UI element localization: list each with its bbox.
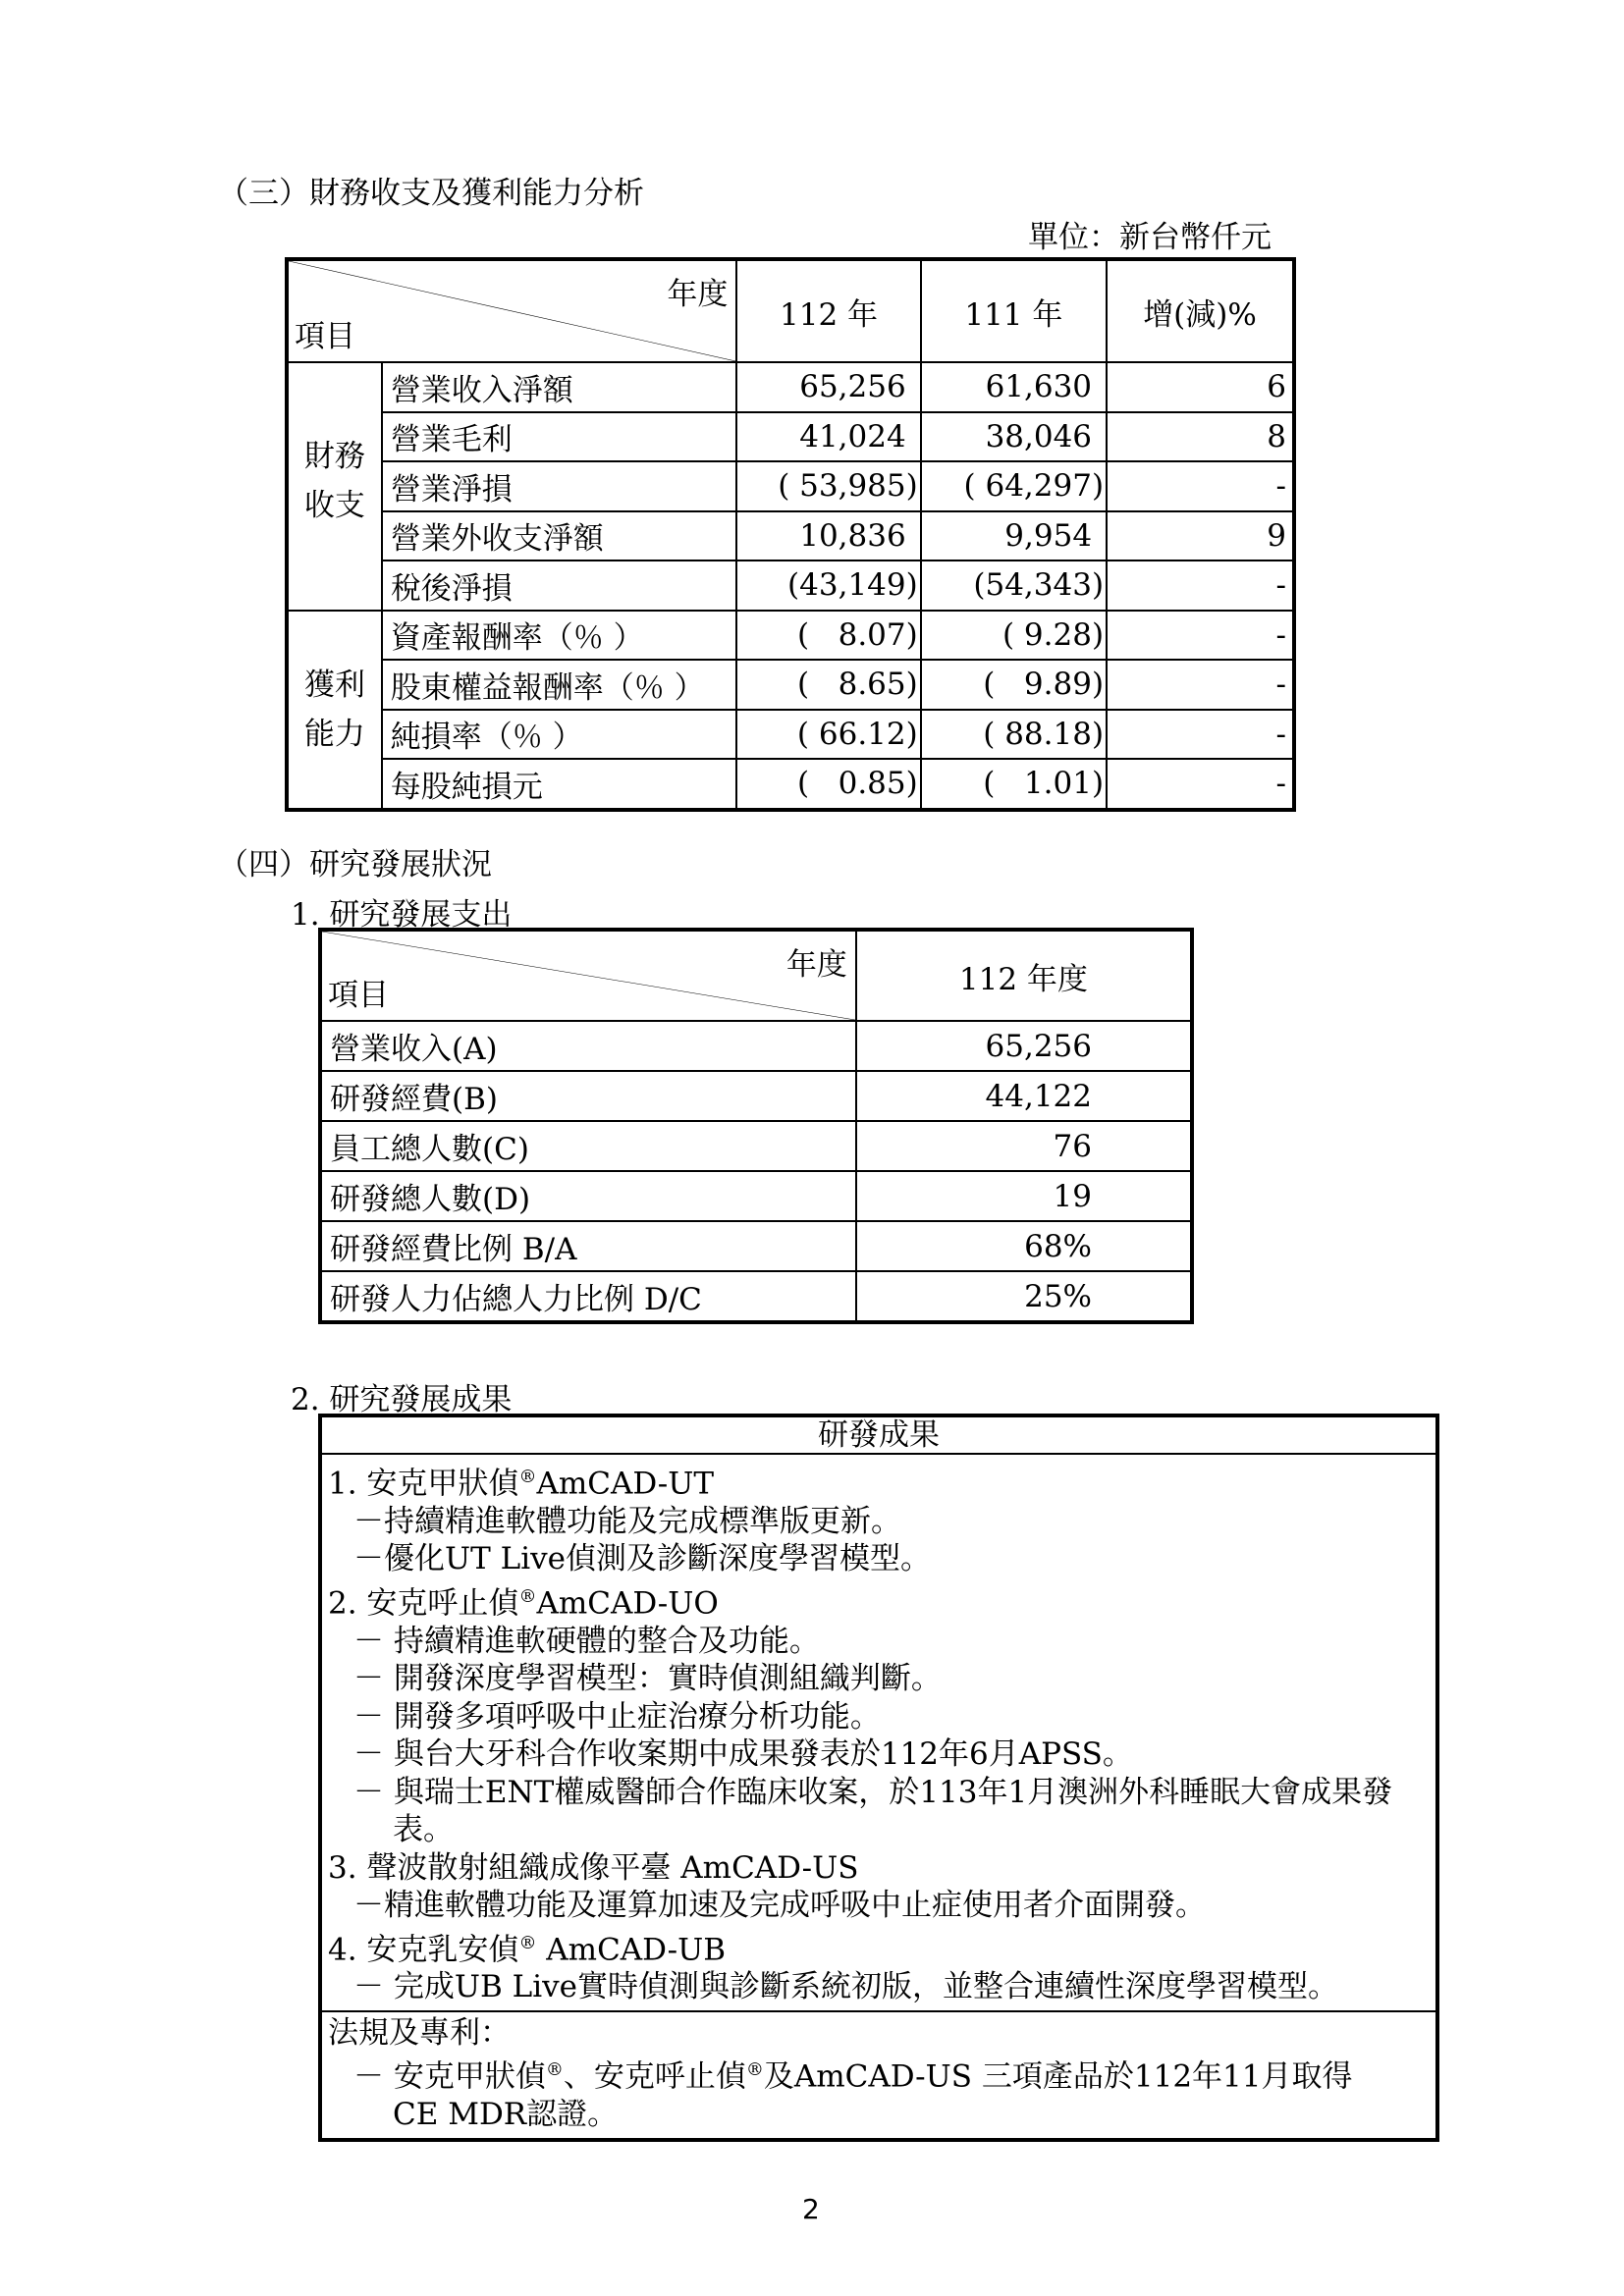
row-value-112: (43,149) [736,561,920,611]
row-change: - [1107,561,1294,611]
group-label-profitability: 獲利 能力 [287,611,382,810]
row-value-112: ( 53,985) [736,461,920,511]
row-value-111: ( 1.01) [921,759,1107,810]
col-header-111: 111 年 [921,259,1107,362]
row-item: 營業收入淨額 [382,362,737,412]
row-value: 19 [856,1171,1192,1221]
rd-results-title: 2. 研究發展成果 [291,1382,513,1417]
table-row [287,362,1294,412]
row-change: - [1107,660,1294,710]
row-value-111: 9,954 [921,511,1107,561]
table-row [287,660,1294,710]
col-header-change: 增(減)% [1107,259,1294,362]
list-item-continuation: 表。 [393,1812,454,1848]
rd-expense-table [318,928,1194,1324]
list-item: － 持續精進軟硬體的整合及功能。 [353,1623,820,1659]
product-title: 3. 聲波散射組織成像平臺 AmCAD-US [328,1849,859,1886]
rd-results-header: 研發成果 [320,1415,1437,1454]
col-header-112: 112 年 [736,259,920,362]
list-item: － 完成UB Live實時偵測與診斷系統初版，並整合連續性深度學習模型。 [353,1969,1338,2005]
product-title: 1. 安克甲狀偵®AmCAD-UT [328,1466,715,1502]
row-value-112: 41,024 [736,412,920,462]
row-item: 營業外收支淨額 [382,511,737,561]
row-item: 研發人力佔總人力比例 D/C [320,1271,856,1322]
rd-results-table [318,1414,1439,2142]
section3-title: （三）財務收支及獲利能力分析 [218,176,644,211]
row-value: 44,122 [856,1071,1192,1121]
group-label-finance: 財務 收支 [287,362,382,611]
unit-label: 單位：新台幣仟元 [1028,220,1272,255]
row-value: 76 [856,1121,1192,1171]
row-value-112: 10,836 [736,511,920,561]
financial-table [285,257,1296,812]
regulatory-title: 法規及專利： [328,2014,511,2051]
row-item: 員工總人數(C) [320,1121,856,1171]
row-value-111: ( 64,297) [921,461,1107,511]
page-number: 2 [802,2193,820,2225]
row-value-112: ( 0.85) [736,759,920,810]
table-row [320,1071,1192,1121]
row-value-111: ( 9.28) [921,611,1107,661]
list-item: －精進軟體功能及運算加速及完成呼吸中止症使用者介面開發。 [353,1888,1206,1924]
table-row [320,1171,1192,1221]
item-label: 項目 [328,978,389,1013]
row-value-111: 38,046 [921,412,1107,462]
row-change: - [1107,461,1294,511]
row-change: 9 [1107,511,1294,561]
rd-results-body [320,1454,1437,2011]
list-item: － 開發深度學習模型：實時偵測組織判斷。 [353,1661,942,1697]
row-value-111: ( 88.18) [921,710,1107,760]
table-row [287,461,1294,511]
row-item: 營業淨損 [382,461,737,511]
product-title: 2. 安克呼止偵®AmCAD-UO [328,1585,719,1622]
list-item: －優化UT Live偵測及診斷深度學習模型。 [353,1541,932,1577]
row-value: 65,256 [856,1021,1192,1071]
row-change: - [1107,759,1294,810]
table-row [287,710,1294,760]
regulatory-section [320,2011,1437,2140]
row-value-112: ( 8.07) [736,611,920,661]
list-item: －持續精進軟體功能及完成標準版更新。 [353,1503,901,1539]
table-row [320,1121,1192,1171]
row-change: 8 [1107,412,1294,462]
row-item: 營業毛利 [382,412,737,462]
regulatory-item-continuation: CE MDR認證。 [393,2097,619,2133]
regulatory-item: － 安克甲狀偵®、安克呼止偵®及AmCAD-US 三項產品於112年11月取得 [353,2058,1353,2095]
rd-expense-title: 1. 研究發展支出 [291,897,513,933]
row-item: 研發經費(B) [320,1071,856,1121]
list-item: － 開發多項呼吸中止症治療分析功能。 [353,1698,881,1735]
row-value-111: (54,343) [921,561,1107,611]
table-row [287,412,1294,462]
row-value: 68% [856,1221,1192,1271]
table-row [320,1021,1192,1071]
section4-title: （四）研究發展狀況 [218,847,492,882]
row-value: 25% [856,1271,1192,1322]
row-item: 純損率（％ ） [382,710,737,760]
diagonal-line [322,932,855,1020]
year-label: 年度 [785,947,847,983]
row-value-112: ( 66.12) [736,710,920,760]
table-row [320,1271,1192,1322]
year-label: 年度 [667,277,729,312]
col-header-112: 112 年度 [856,930,1192,1021]
diagonal-header-cell [287,259,736,362]
row-item: 資產報酬率（％ ） [382,611,737,661]
row-item: 研發總人數(D) [320,1171,856,1221]
diagonal-header-cell [320,930,856,1021]
list-item: － 與台大牙科合作收案期中成果發表於112年6月APSS。 [353,1736,1133,1773]
row-item: 稅後淨損 [382,561,737,611]
row-change: - [1107,611,1294,661]
table-row [287,759,1294,810]
row-item: 每股純損元 [382,759,737,810]
row-value-111: ( 9.89) [921,660,1107,710]
table-row [287,561,1294,611]
item-label: 項目 [295,319,355,354]
row-value-111: 61,630 [921,362,1107,412]
table-row [287,511,1294,561]
product-title: 4. 安克乳安偵® AmCAD-UB [328,1931,726,1967]
list-item: － 與瑞士ENT權威醫師合作臨床收案，於113年1月澳洲外科睡眠大會成果發 [353,1774,1393,1810]
row-item: 營業收入(A) [320,1021,856,1071]
table-row [287,611,1294,661]
row-item: 股東權益報酬率（％ ） [382,660,737,710]
row-change: 6 [1107,362,1294,412]
row-value-112: ( 8.65) [736,660,920,710]
row-value-112: 65,256 [736,362,920,412]
table-row [320,1221,1192,1271]
row-change: - [1107,710,1294,760]
row-item: 研發經費比例 B/A [320,1221,856,1271]
